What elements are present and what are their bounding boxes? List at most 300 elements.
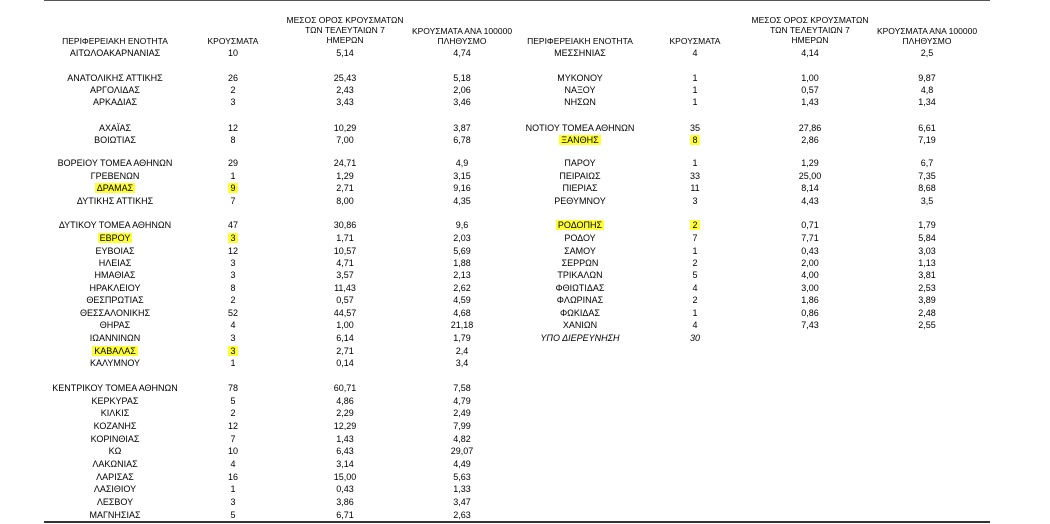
right-cases-cell (657, 73, 733, 84)
left-avg-cell (285, 333, 405, 344)
left-per-cell (402, 73, 522, 84)
cell-text: 2,29 (336, 408, 354, 418)
right-cases-cell (657, 196, 733, 207)
cell-text: 1 (692, 85, 698, 95)
cell-text: 1,13 (918, 258, 936, 268)
left-avg-cell (285, 183, 405, 194)
cell-text: ΗΡΑΚΛΕΙΟΥ (89, 283, 141, 293)
left-cases-cell (198, 270, 268, 281)
cell-text: 4,74 (453, 48, 471, 58)
right-avg-cell (750, 220, 870, 231)
left-avg-cell (285, 48, 405, 59)
left-region-cell (50, 258, 180, 269)
left-per-cell (402, 484, 522, 495)
cell-text: 2,62 (453, 283, 471, 293)
cell-text: 2 (692, 258, 698, 268)
cell-text: ΝΟΤΙΟΥ ΤΟΜΕΑ ΑΘΗΝΩΝ (525, 123, 635, 133)
left-avg-cell (285, 308, 405, 319)
cell-text: ΜΑΓΝΗΣΙΑΣ (89, 510, 141, 520)
cell-text: ΣΕΡΡΩΝ (561, 258, 599, 268)
cell-text: 3,43 (336, 97, 354, 107)
cell-text: 8,68 (918, 183, 936, 193)
cell-text: 2,55 (918, 320, 936, 330)
left-per-cell (402, 283, 522, 294)
cell-text: 4,71 (336, 258, 354, 268)
right-avg-cell (750, 270, 870, 281)
cell-text: 3 (692, 196, 698, 206)
left-per-cell (402, 97, 522, 108)
header-cases-right: ΚΡΟΥΣΜΑΤΑ (669, 36, 721, 46)
cell-text: ΛΑΡΙΣΑΣ (96, 472, 134, 482)
right-per-cell (862, 246, 992, 257)
cell-text: 8 (692, 135, 698, 145)
cell-text: 5 (692, 270, 698, 280)
right-cases-cell (657, 220, 733, 231)
right-per-cell (862, 73, 992, 84)
header-avg-line2: ΤΩΝ ΤΕΛΕΥΤΑΙΩΝ 7 (305, 25, 385, 35)
left-per-cell (402, 408, 522, 419)
left-avg-cell (285, 320, 405, 331)
cell-text: 3,89 (918, 295, 936, 305)
left-cases-cell (198, 246, 268, 257)
left-cases-cell (198, 396, 268, 407)
cell-text: 11,43 (334, 283, 356, 293)
cell-text: 7,35 (918, 171, 936, 181)
cell-text: 2,43 (336, 85, 354, 95)
cell-text: 2,53 (918, 283, 936, 293)
cell-text: ΗΜΑΘΙΑΣ (94, 270, 136, 280)
cell-text: ΑΡΓΟΛΙΔΑΣ (90, 85, 140, 95)
cell-text: ΚΟΖΑΝΗΣ (93, 421, 137, 431)
cell-text: 4,68 (453, 308, 471, 318)
left-region-cell (50, 196, 180, 207)
cell-text: 1 (692, 97, 698, 107)
left-avg-cell (285, 434, 405, 445)
left-per-cell (402, 220, 522, 231)
cell-text: ΠΑΡΟΥ (564, 158, 596, 168)
cell-text: ΘΕΣΠΡΩΤΙΑΣ (86, 295, 144, 305)
left-per-cell (402, 510, 522, 521)
left-per-cell (402, 434, 522, 445)
right-per-cell (862, 283, 992, 294)
cell-text: ΚΟΡΙΝΘΙΑΣ (90, 434, 140, 444)
right-avg-cell (750, 308, 870, 319)
header-avg-line1: ΜΕΣΟΣ ΟΡΟΣ ΚΡΟΥΣΜΑΤΩΝ (286, 15, 404, 25)
right-cases-cell (657, 158, 733, 169)
cell-text: 6,7 (920, 158, 934, 168)
cell-text: 4,79 (453, 396, 471, 406)
left-avg-cell (285, 246, 405, 257)
cell-text: ΛΑΣΙΘΙΟΥ (93, 484, 137, 494)
header-region-left: ΠΕΡΙΦΕΡΕΙΑΚΗ ΕΝΟΤΗΤΑ (62, 36, 168, 46)
left-cases-cell (198, 358, 268, 369)
cell-text: ΡΕΘΥΜΝΟΥ (554, 196, 606, 206)
cell-text: 15,00 (333, 472, 357, 482)
cell-text: ΥΠΟ ΔΙΕΡΕΥΝΗΣΗ (540, 333, 620, 343)
cell-text: 1 (230, 484, 236, 494)
header-region-right: ΠΕΡΙΦΕΡΕΙΑΚΗ ΕΝΟΤΗΤΑ (527, 36, 633, 46)
left-cases-cell (198, 158, 268, 169)
left-avg-cell (285, 171, 405, 182)
cell-text: 7,19 (918, 135, 936, 145)
left-avg-cell (285, 196, 405, 207)
right-cases-cell (657, 295, 733, 306)
left-avg-cell (285, 358, 405, 369)
right-region-cell (510, 73, 650, 84)
left-cases-cell (198, 434, 268, 445)
left-cases-cell (198, 295, 268, 306)
left-cases-cell (198, 220, 268, 231)
cell-text: 4,8 (920, 85, 934, 95)
cell-text: 3 (230, 97, 236, 107)
header-avg-line2: ΤΩΝ ΤΕΛΕΥΤΑΙΩΝ 7 (770, 25, 850, 35)
right-avg-cell (750, 85, 870, 96)
left-region-cell (50, 383, 180, 394)
right-per-cell (862, 158, 992, 169)
top-border (44, 0, 990, 1)
cell-text: 12 (227, 246, 238, 256)
right-avg-cell (750, 295, 870, 306)
left-per-cell (402, 308, 522, 319)
header-avg-left (285, 15, 405, 45)
cell-text: ΑΧΑΪΑΣ (98, 123, 132, 133)
cell-text: 7,00 (336, 135, 354, 145)
header-avg-line3: ΗΜΕΡΩΝ (326, 35, 364, 45)
cell-text: 4,35 (453, 196, 471, 206)
left-per-cell (402, 48, 522, 59)
cell-text: ΗΛΕΙΑΣ (98, 258, 132, 268)
cell-text: 12,29 (333, 421, 357, 431)
right-region-cell (510, 220, 650, 231)
header-avg-line3: ΗΜΕΡΩΝ (791, 35, 829, 45)
cell-text: ΝΑΞΟΥ (564, 85, 596, 95)
left-per-cell (402, 158, 522, 169)
left-per-cell (402, 183, 522, 194)
cell-text: 7 (230, 434, 236, 444)
cell-text: 8,14 (801, 183, 819, 193)
cell-text: 2,63 (453, 510, 471, 520)
header-per-line2: ΠΛΗΘΥΣΜΟ (902, 36, 952, 46)
cell-text: 5,63 (453, 472, 471, 482)
cell-text: 2,4 (455, 346, 469, 356)
right-per-cell (862, 320, 992, 331)
cell-text: 3,47 (453, 497, 471, 507)
right-region-cell (510, 283, 650, 294)
cell-text: 6,71 (336, 510, 354, 520)
cell-text: 2,13 (453, 270, 471, 280)
cell-text: 12 (227, 421, 238, 431)
cell-text: ΕΥΒΟΙΑΣ (95, 246, 135, 256)
cell-text: ΞΑΝΘΗΣ (561, 135, 599, 145)
left-region-cell (50, 270, 180, 281)
right-region-cell (510, 295, 650, 306)
cell-text: 1,71 (336, 233, 354, 243)
cell-text: 0,86 (801, 308, 819, 318)
left-avg-cell (285, 497, 405, 508)
left-region-cell (50, 346, 180, 357)
right-region-cell (510, 123, 650, 134)
left-per-cell (402, 246, 522, 257)
cell-text: ΠΕΙΡΑΙΩΣ (559, 171, 601, 181)
cell-text: ΜΥΚΟΝΟΥ (557, 73, 603, 83)
left-avg-cell (285, 421, 405, 432)
cell-text: 3,00 (801, 283, 819, 293)
cell-text: 1,79 (918, 220, 936, 230)
cell-text: 8 (230, 283, 236, 293)
header-per100k-left (402, 26, 522, 46)
cell-text: 3 (230, 346, 236, 356)
cell-text: ΚΕΝΤΡΙΚΟΥ ΤΟΜΕΑ ΑΘΗΝΩΝ (52, 383, 178, 393)
left-per-cell (402, 270, 522, 281)
right-cases-cell (657, 258, 733, 269)
right-region-cell (510, 171, 650, 182)
cell-text: 0,43 (336, 484, 354, 494)
cell-text: 2,00 (801, 258, 819, 268)
left-avg-cell (285, 283, 405, 294)
cell-text: 9 (230, 183, 236, 193)
cell-text: ΓΡΕΒΕΝΩΝ (90, 171, 140, 181)
cell-text: ΦΛΩΡΙΝΑΣ (556, 295, 604, 305)
cell-text: 10 (227, 446, 238, 456)
header-per-line1: ΚΡΟΥΣΜΑΤΑ ΑΝΑ 100000 (876, 26, 978, 36)
cell-text: 3,14 (336, 459, 354, 469)
cell-text: ΣΑΜΟΥ (564, 246, 596, 256)
left-region-cell (50, 446, 180, 457)
cell-text: ΑΝΑΤΟΛΙΚΗΣ ΑΤΤΙΚΗΣ (67, 73, 163, 83)
left-cases-cell (198, 421, 268, 432)
cell-text: ΜΕΣΣΗΝΙΑΣ (554, 48, 606, 58)
cell-text: 44,57 (333, 308, 357, 318)
cell-text: 3,81 (918, 270, 936, 280)
cell-text: 5 (230, 510, 236, 520)
cell-text: 4,86 (336, 396, 354, 406)
cell-text: 2,03 (453, 233, 471, 243)
cell-text: 1,86 (801, 295, 819, 305)
right-per-cell (862, 85, 992, 96)
right-avg-cell (750, 283, 870, 294)
cell-text: 5,69 (453, 246, 471, 256)
cell-text: 1,33 (453, 484, 471, 494)
cell-text: 5 (230, 396, 236, 406)
cell-text: ΚΙΛΚΙΣ (100, 408, 130, 418)
left-region-cell (50, 358, 180, 369)
cell-text: 3 (230, 270, 236, 280)
right-avg-cell (750, 246, 870, 257)
cell-text: 3,5 (920, 196, 934, 206)
cell-text: 3 (230, 258, 236, 268)
cell-text: ΦΩΚΙΔΑΣ (560, 308, 600, 318)
left-avg-cell (285, 233, 405, 244)
cell-text: 12 (227, 123, 238, 133)
cell-text: 29,07 (450, 446, 474, 456)
cell-text: 2,48 (918, 308, 936, 318)
left-region-cell (50, 333, 180, 344)
left-per-cell (402, 383, 522, 394)
cell-text: 1,29 (801, 158, 819, 168)
right-cases-cell (657, 85, 733, 96)
left-avg-cell (285, 446, 405, 457)
cell-text: ΒΟΡΕΙΟΥ ΤΟΜΕΑ ΑΘΗΝΩΝ (57, 158, 173, 168)
cell-text: 2,86 (801, 135, 819, 145)
cell-text: 7,99 (453, 421, 471, 431)
left-per-cell (402, 295, 522, 306)
right-region-cell (510, 308, 650, 319)
right-avg-cell (750, 196, 870, 207)
cell-text: 2,71 (336, 183, 354, 193)
right-avg-cell (750, 73, 870, 84)
left-avg-cell (285, 510, 405, 521)
left-region-cell (50, 484, 180, 495)
cell-text: 8 (230, 135, 236, 145)
left-region-cell (50, 396, 180, 407)
left-cases-cell (198, 48, 268, 59)
right-avg-cell (750, 258, 870, 269)
right-region-cell (510, 320, 650, 331)
right-region-cell (510, 85, 650, 96)
left-cases-cell (198, 123, 268, 134)
cell-text: ΛΑΚΩΝΙΑΣ (92, 459, 138, 469)
cell-text: 1,88 (453, 258, 471, 268)
cell-text: 1,29 (336, 171, 354, 181)
right-region-cell (510, 48, 650, 59)
left-region-cell (50, 497, 180, 508)
cell-text: 4,9 (455, 158, 469, 168)
left-avg-cell (285, 123, 405, 134)
left-avg-cell (285, 459, 405, 470)
cell-text: 4,00 (801, 270, 819, 280)
cell-text: ΛΕΣΒΟΥ (96, 497, 134, 507)
cell-text: 7 (692, 233, 698, 243)
cell-text: 24,71 (333, 158, 357, 168)
left-cases-cell (198, 333, 268, 344)
cell-text: 2,49 (453, 408, 471, 418)
cell-text: 1 (692, 308, 698, 318)
cell-text: 25,00 (798, 171, 822, 181)
left-per-cell (402, 320, 522, 331)
cell-text: ΔΡΑΜΑΣ (96, 183, 134, 193)
right-cases-cell (657, 246, 733, 257)
cell-text: 2 (230, 295, 236, 305)
cell-text: 1,00 (336, 320, 354, 330)
left-per-cell (402, 123, 522, 134)
right-avg-cell (750, 183, 870, 194)
right-cases-cell (657, 123, 733, 134)
cell-text: 5,84 (918, 233, 936, 243)
header-per-line1: ΚΡΟΥΣΜΑΤΑ ΑΝΑ 100000 (411, 26, 513, 36)
cell-text: 3,86 (336, 497, 354, 507)
cell-text: ΠΙΕΡΙΑΣ (562, 183, 598, 193)
cell-text: 4 (692, 283, 698, 293)
right-avg-cell (750, 158, 870, 169)
left-region-cell (50, 171, 180, 182)
right-avg-cell (750, 123, 870, 134)
cell-text: 2 (230, 85, 236, 95)
cell-text: ΚΑΛΥΜΝΟΥ (89, 358, 141, 368)
left-per-cell (402, 497, 522, 508)
cell-text: 3,15 (453, 171, 471, 181)
left-cases-cell (198, 283, 268, 294)
cell-text: 6,78 (453, 135, 471, 145)
right-per-cell (862, 97, 992, 108)
right-cases-cell (657, 283, 733, 294)
left-avg-cell (285, 220, 405, 231)
cell-text: 4,82 (453, 434, 471, 444)
cell-text: ΦΘΙΩΤΙΔΑΣ (555, 283, 605, 293)
right-avg-cell (750, 233, 870, 244)
cell-text: 3,57 (336, 270, 354, 280)
cell-text: 4,59 (453, 295, 471, 305)
left-region-cell (50, 283, 180, 294)
cell-text: 6,14 (336, 333, 354, 343)
right-per-cell (862, 48, 992, 59)
cell-text: ΑΙΤΩΛΟΑΚΑΡΝΑΝΙΑΣ (69, 48, 161, 58)
left-region-cell (50, 295, 180, 306)
cell-text: 9,6 (455, 220, 469, 230)
left-cases-cell (198, 320, 268, 331)
cell-text: ΝΗΣΩΝ (564, 97, 596, 107)
cell-text: 4 (230, 459, 236, 469)
right-per-cell (862, 183, 992, 194)
left-avg-cell (285, 85, 405, 96)
cell-text: 33 (689, 171, 700, 181)
left-cases-cell (198, 135, 268, 146)
left-cases-cell (198, 408, 268, 419)
left-region-cell (50, 246, 180, 257)
cell-text: 1,79 (453, 333, 471, 343)
cell-text: 8,00 (336, 196, 354, 206)
header-per-line2: ΠΛΗΘΥΣΜΟ (437, 36, 487, 46)
left-region-cell (50, 158, 180, 169)
left-cases-cell (198, 459, 268, 470)
left-cases-cell (198, 446, 268, 457)
left-avg-cell (285, 270, 405, 281)
left-cases-cell (198, 472, 268, 483)
cell-text: ΕΒΡΟΥ (99, 233, 131, 243)
cell-text: 4 (230, 320, 236, 330)
left-per-cell (402, 85, 522, 96)
cell-text: 26 (227, 73, 238, 83)
right-per-cell (862, 196, 992, 207)
cell-text: 1,43 (801, 97, 819, 107)
cell-text: 2,5 (920, 48, 934, 58)
cell-text: 2 (692, 295, 698, 305)
right-avg-cell (750, 320, 870, 331)
right-avg-cell (750, 97, 870, 108)
cell-text: 10,29 (333, 123, 357, 133)
cell-text: 5,14 (336, 48, 354, 58)
cell-text: 4 (692, 48, 698, 58)
cell-text: 29 (227, 158, 238, 168)
cell-text: 4,43 (801, 196, 819, 206)
cell-text: ΔΥΤΙΚΗΣ ΑΤΤΙΚΗΣ (76, 196, 154, 206)
cell-text: ΑΡΚΑΔΙΑΣ (92, 97, 138, 107)
cell-text: 25,43 (333, 73, 357, 83)
right-cases-cell (657, 171, 733, 182)
left-region-cell (50, 48, 180, 59)
cell-text: 10 (227, 48, 238, 58)
left-per-cell (402, 459, 522, 470)
cell-text: 0,43 (801, 246, 819, 256)
right-avg-cell (750, 171, 870, 182)
left-region-cell (50, 472, 180, 483)
cell-text: ΘΕΣΣΑΛΟΝΙΚΗΣ (79, 308, 151, 318)
cell-text: ΘΗΡΑΣ (99, 320, 131, 330)
cell-text: 1 (230, 171, 236, 181)
left-cases-cell (198, 510, 268, 521)
cell-text: ΚΩ (108, 446, 122, 456)
cell-text: 21,18 (450, 320, 474, 330)
cell-text: ΙΩΑΝΝΙΝΩΝ (89, 333, 141, 343)
